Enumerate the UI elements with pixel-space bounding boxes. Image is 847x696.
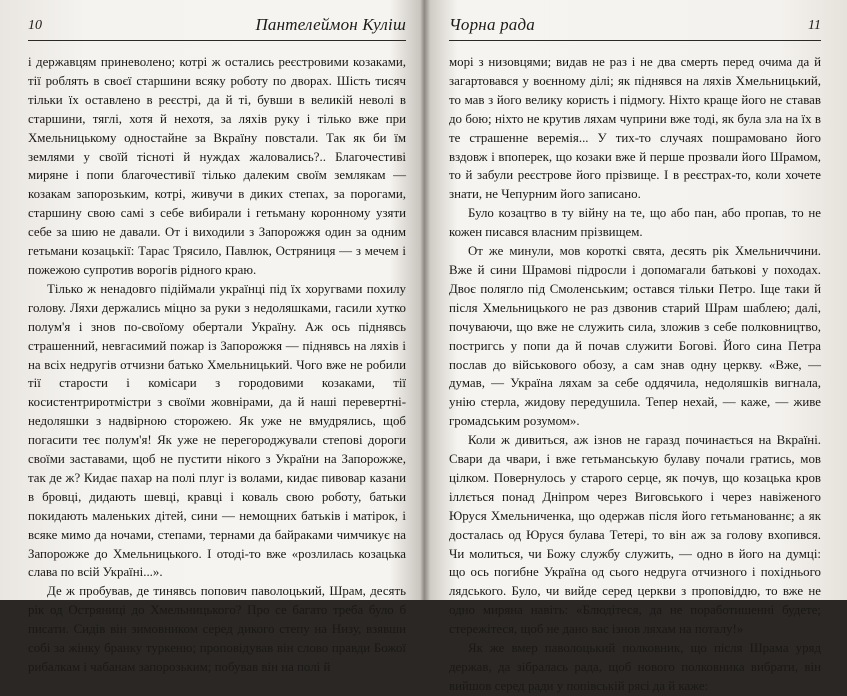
right-page bbox=[427, 0, 847, 693]
left-page-number: 10 bbox=[28, 18, 42, 33]
left-page-header bbox=[28, 6, 406, 41]
right-page-number: 11 bbox=[808, 18, 821, 33]
left-paragraph-2: Тілько ж ненадовго підіймали українці під їх хоругвами похилу голову. Ляхи держались міцно за руки з недоляшками, гасили хутко полум'я і знов по-своїому обертали Україну. Аж ось піднявсь страшенний, невгасимий пожар із Запорожжя — піднявсь на ляхів і на всіх недругів отчизни батько Хмельницький. Чого вже не робили тії старости і комісари з городовими козаками, тії косистентриротмістри з своїми жовнірами, да й наші перевертні-недоляшки з надвірною сторожею. Як уже не вмудрялись, щоб погасити теє полум'я! Як уже не перегороджували степові дороги своїми заставами, щоб не пустити нікого з України на Запорожже, так де ж? Кидає пахар на полі плуг із волами, кидає пивовар казани в бровці, дидають шевці, кравці і коваль свою роботу, батьки покидають маленьких дітей, сини — немощних батьків і матірок, і всяке мимо да ночами, степами, тернами да байраками чимчикує на Запорожже до Хмельницького. І отоді-то вже «розлилась козацька слава по всій Україні...». bbox=[28, 281, 406, 580]
right-paragraph-3: От же минули, мов короткі свята, десять рік Хмельниччини. Вже й сини Шрамові підросли і допомагали батькові у походах. Двоє полягло під Смоленським; остався тільки Петро. Іще таки й після Хмельницького не раз дзвонив старий Шрам шаблею; далі, почуваючи, що вже не служить сила, зложив з себе полковництво, постригсь у попи да й почав служити Богові. Його сина Петра послав до військового обозу, а сам знав одну церкву. «Вже, — думав, — Україна ляхам за себе оддячила, недоляшків вигнала, унію стерла, жидову передушила. Тепер нехай, — каже, — живе громадським розумом». bbox=[449, 244, 821, 429]
left-running-head: Пантелеймон Куліш bbox=[255, 15, 406, 34]
left-page bbox=[0, 0, 420, 674]
left-paragraph-3: Де ж пробував, де тинявсь попович паволоцький, Шрам, десять рік од Остряниці до Хмельницького? Про се багато треба було б писати. Сидів він зимовником серед дикого степу на Низу, взявши собі за жінку бранку туркеню; проповідував він слово правди Божої рибалкам і чабанам запорозьким; побував він на полі й bbox=[28, 584, 406, 674]
left-page-text bbox=[28, 53, 406, 677]
right-paragraph-2: Було козацтво в ту війну на те, що або пан, або пропав, то не кожен писався власним прізвищем. bbox=[449, 206, 821, 240]
right-running-head: Чорна рада bbox=[449, 15, 535, 34]
right-paragraph-4: Коли ж дивиться, аж ізнов не гаразд починається на Вкраїні. Свари да чвари, і вже гетьманськую булаву почали гратись, мов цілком. Повернулось у старого серце, як почув, що козацька кров іллється понад Дніпром через Виговського і через навіженого Юруся Хмельниченка, що одержав після його гетьманованнє; а як досталась од Юруся булава Тетері, то він аж за голову вхопився. Чи молиться, чи Божу службу служить, — одно в його на думці: що ось погибне Україна од сього недруга отчизного і похіднього лядського. Було, чи вийде серед церкви з проповіддю, то вже не одно миряна навіть: «Блюдітеся, да не поработишенні будете; стережітеся, щоб не дано вас ізнов ляхам на поталу!» bbox=[449, 433, 821, 637]
left-paragraph-1: і державцям приневолено; котрі ж остались реєстровими козаками, тії роблять в своєї старшини всяку роботу по дворах. Шість тисяч тільки їх оставлено в реєстрі, да й ті, бувши в великій неволі в старшини, тяглі, хотя й нехотя, за ляхів руку і тілько вже при Хмельницькому одностайне за Вкраїну повстали. Так як би їм землями у своїй тісноті й нуждах жаловались?.. Благочестиві миряне і попи благочестивії тілько далеким своїм землякам — козакам запорозьким, котрі, живучи в диких степах, за порогами, старшину свою самі з себе вибирали і гетьману коронному узяти себе за шию не давали. От і виходили з Запорожжя один за одним гетьмани козацькії: Тарас Трясило, Павлюк, Остряниця — з мечем і пожежою супротив ворогів рідного краю. bbox=[28, 55, 406, 277]
right-page-header bbox=[449, 6, 821, 41]
right-paragraph-1: морі з низовцями; видав не раз і не два смерть перед очима да й загартовався у воєнному ділі; як піднявся на ляхів Хмельницький, то мав з його велику користь і підмогу. Ніхто краще його не ставав до бою; ніхто не крутив ляхам чуприни вже тоді, як була зла на їх в те страшенне веремія... У тих-то случаях пошрамовано його вздовж і впоперек, що козаки вже й перше прозвали його Шрамом, то й забули реєстрове його прізвище. І в реєстрах-то, коли хочете знати, не Чепурним його записано. bbox=[449, 55, 821, 202]
right-page-text bbox=[449, 53, 821, 696]
right-paragraph-5: Як же вмер паволоцький полковник, що після Шрама уряд держав, да зібралась рада, щоб нового полковника вибрати, він вийшов серед ради у попівській рясі да й каже: bbox=[449, 641, 821, 693]
